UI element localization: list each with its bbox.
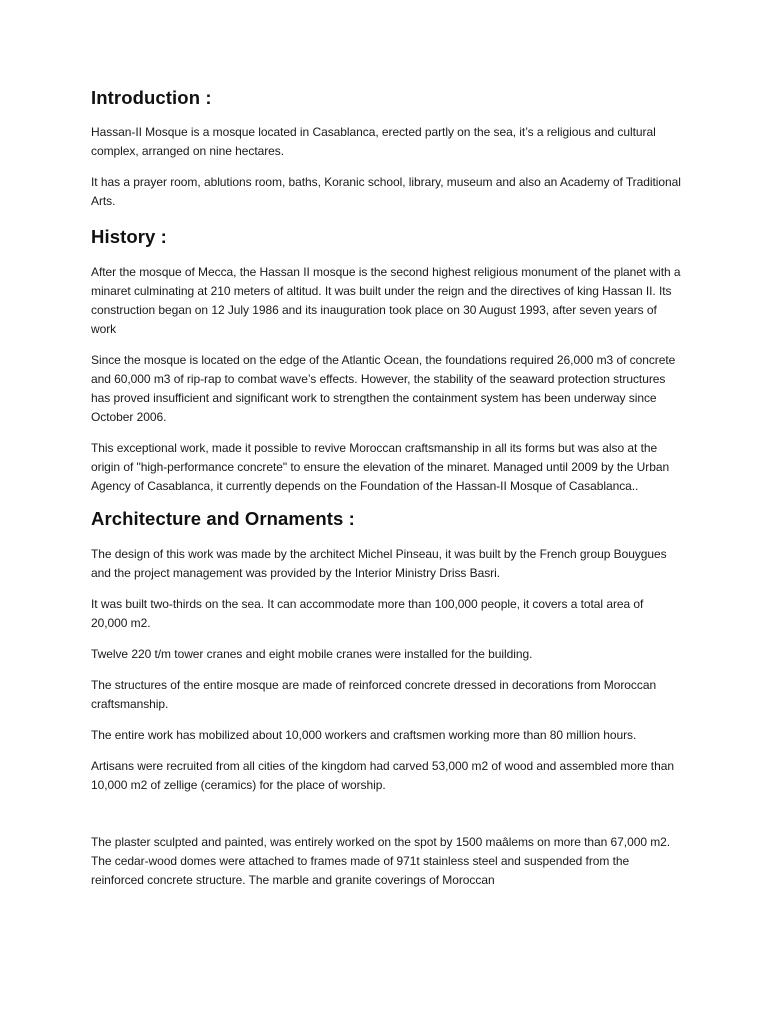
- architecture-paragraph-1: The design of this work was made by the architect Michel Pinseau, it was built by the French group Bouygues and the project management was provided by the Interior Ministry Driss Basri.: [91, 547, 667, 580]
- intro-paragraph-2: It has a prayer room, ablutions room, baths, Koranic school, library, museum and also an Academy of Traditional Arts.: [91, 175, 681, 208]
- history-paragraph-1: After the mosque of Mecca, the Hassan II mosque is the second highest religious monument of the planet with a minaret culminating at 210 meters of altitud. It was built under the reign and the directives of king Hassan II. Its construction began on 12 July 1986 and its inauguration took place on 30 August 1993, after seven years of work: [91, 265, 681, 336]
- intro-paragraph-1: Hassan-II Mosque is a mosque located in Casablanca, erected partly on the sea, it’s a religious and cultural complex, arranged on nine hectares.: [91, 125, 656, 158]
- document-body: [91, 84, 681, 890]
- heading-architecture: Architecture and Ornaments :: [91, 508, 355, 529]
- architecture-paragraph-3: Twelve 220 t/m tower cranes and eight mobile cranes were installed for the building.: [91, 647, 533, 661]
- history-paragraph-2: Since the mosque is located on the edge of the Atlantic Ocean, the foundations required 26,000 m3 of concrete and 60,000 m3 of rip-rap to combat wave’s effects. However, the stability of the seaward protection structures has proved insufficient and significant work to strengthen the containment system has been underway since October 2006.: [91, 353, 676, 424]
- architecture-paragraph-6: Artisans were recruited from all cities of the kingdom had carved 53,000 m2 of wood and assembled more than 10,000 m2 of zellige (ceramics) for the place of worship.: [91, 759, 674, 792]
- heading-history: History :: [91, 226, 167, 247]
- architecture-paragraph-4: The structures of the entire mosque are made of reinforced concrete dressed in decorations from Moroccan craftsmanship.: [91, 678, 657, 711]
- heading-introduction: Introduction :: [91, 87, 212, 108]
- history-paragraph-3: This exceptional work, made it possible to revive Moroccan craftsmanship in all its forms but was also at the origin of "high-performance concrete" to ensure the elevation of the minaret. Managed until 2009 by the Urban Agency of Casablanca, it currently depends on the Foundation of the Hassan-II Mosque of Casablanca..: [91, 441, 670, 493]
- architecture-paragraph-7: The plaster sculpted and painted, was entirely worked on the spot by 1500 maâlems on more than 67,000 m2. The cedar-wood domes were attached to frames made of 971t stainless steel and suspended from the reinforced concrete structure. The marble and granite coverings of Moroccan: [91, 835, 671, 887]
- architecture-paragraph-2: It was built two-thirds on the sea. It can accommodate more than 100,000 people, it covers a total area of 20,000 m2.: [91, 597, 644, 630]
- architecture-paragraph-5: The entire work has mobilized about 10,000 workers and craftsmen working more than 80 million hours.: [91, 728, 637, 742]
